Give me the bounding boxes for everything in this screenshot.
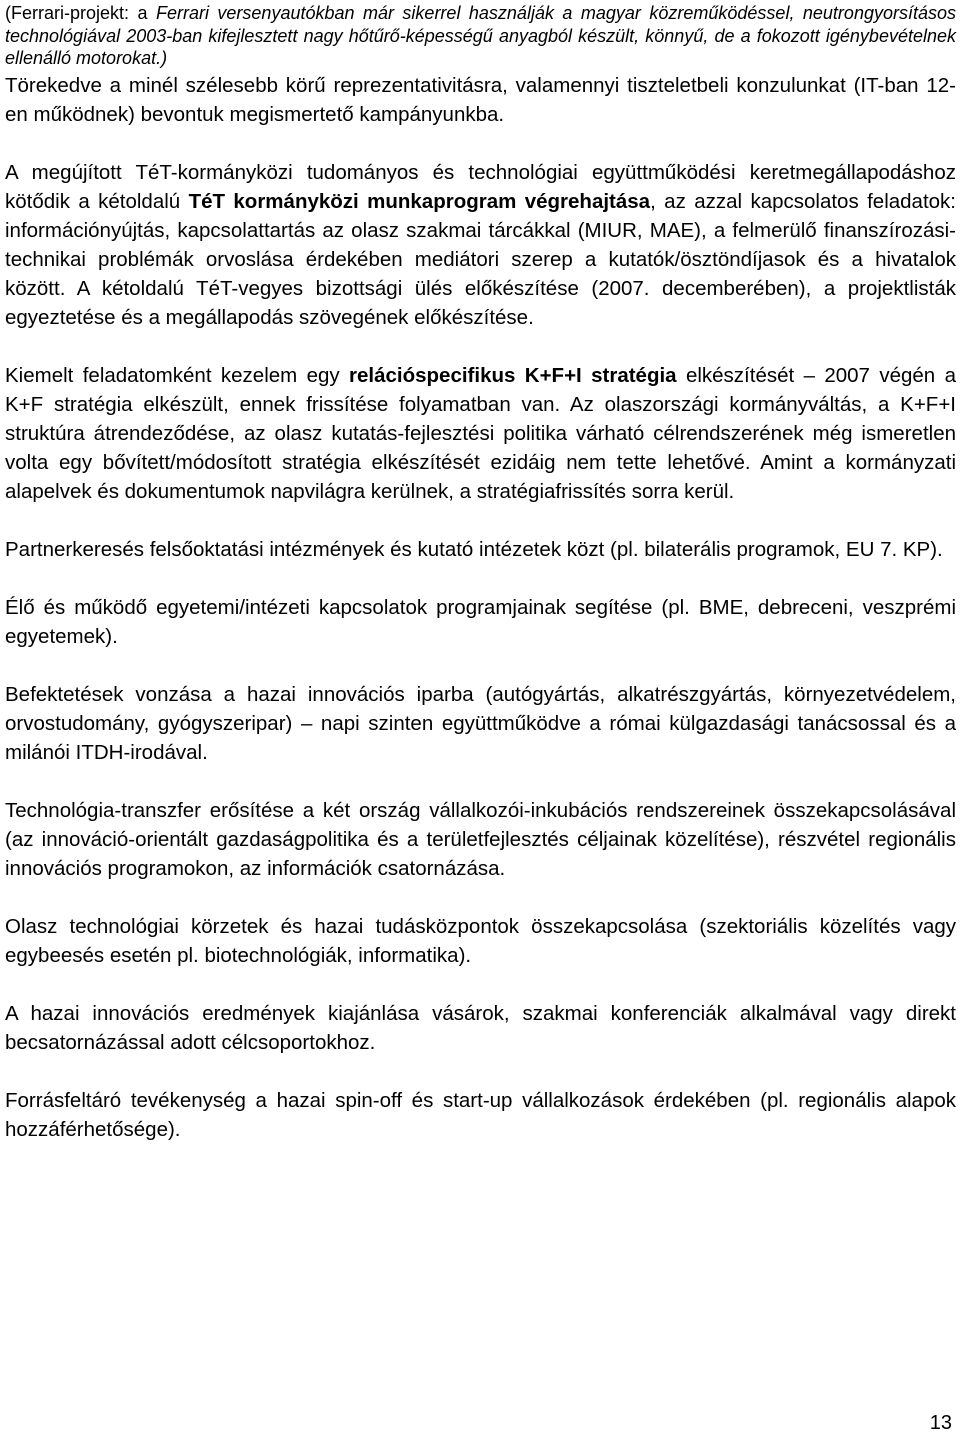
bold-text: relációspecifikus K+F+I stratégia bbox=[349, 363, 677, 387]
page-number: 13 bbox=[929, 1412, 952, 1434]
paragraph-strategy bbox=[5, 361, 956, 506]
paragraph-investments: Befektetések vonzása a hazai innovációs iparba (autógyártás, alkatrészgyártás, környezetvédelem, orvostudomány, gyógyszeripar) – napi szinten együttműködve a római külgazdasági tanácsossal és a milánói ITDH-irodával. bbox=[5, 682, 956, 764]
paragraph-partner-search: Partnerkeresés felsőoktatási intézmények és kutató intézetek közt (pl. bilaterális programok, EU 7. KP). bbox=[5, 537, 943, 561]
paragraph-text: , az azzal kapcsolatos feladatok: információnyújtás, kapcsolattartás az olasz szakmai tárcákkal (MIUR, MAE), a felmerülő finanszírozási-technikai problémák orvoslása érdekében mediátori szerep a kutatók/ösztöndíjasok és a hivatalok között. A kétoldalú TéT-vegyes bizottsági ülés előkészítése (2007. decemberében), a projektlisták egyeztetése és a megállapodás szövegének előkészítése. bbox=[5, 189, 956, 329]
paragraph-text: (Ferrari-projekt: a bbox=[5, 3, 156, 23]
paragraph-innovation-results: A hazai innovációs eredmények kiajánlása vásárok, szakmai konferenciák alkalmával vagy direkt becsatornázással adott célcsoportokhoz. bbox=[5, 1001, 956, 1054]
paragraph-tet-program bbox=[5, 158, 956, 332]
paragraph-ferrari-project bbox=[5, 2, 956, 70]
paragraph-technology-districts: Olasz technológiai körzetek és hazai tudásközpontok összekapcsolása (szektoriális közelítés vagy egybeesés esetén pl. biotechnológiák, informatika). bbox=[5, 914, 956, 967]
bold-text: TéT kormányközi munkaprogram végrehajtása bbox=[188, 189, 651, 213]
paragraph-text: Kiemelt feladatomként kezelem egy bbox=[5, 363, 350, 387]
document-page bbox=[5, 0, 956, 1144]
paragraph-text: elkészítését – 2007 végén a K+F stratégia elkészült, ennek frissítése folyamatban van. Az olaszországi kormányváltás, a K+F+I struktúra átrendeződése, az olasz kutatás-fejlesztési politika várható célrendszerének még ismeretlen volta egy bővített/módosított stratégia elkészítését ezidáig nem tette lehetővé. Amint a kormányzati alapelvek és dokumentumok napvilágra kerülnek, a stratégiafrissítés sorra kerül. bbox=[5, 363, 956, 503]
paragraph-technology-transfer: Technológia-transzfer erősítése a két ország vállalkozói-inkubációs rendszereinek összekapcsolásával (az innováció-orientált gazdaságpolitika és a területfejlesztés céljainak közelítése), részvétel regionális innovációs programokon, az információk csatornázása. bbox=[5, 798, 956, 880]
paragraph-consuls: Törekedve a minél szélesebb körű reprezentativitásra, valamennyi tiszteletbeli konzulunkat (IT-ban 12-en működnek) bevontuk megismertető kampányunkba. bbox=[5, 73, 956, 126]
paragraph-text: ) bbox=[161, 48, 168, 68]
paragraph-text: A megújított TéT-kormányközi tudományos és technológiai együttműködési keretmegállapodáshoz kötődik a kétoldalú bbox=[5, 160, 956, 213]
italic-text: Ferrari versenyautókban már sikerrel használják a magyar közreműködéssel, neutrongyorsításos technológiával 2003-ban kifejlesztett nagy hőtűrő-képességű anyagból készült, könnyű, de a fokozott igénybevételnek ellenálló motorokat. bbox=[5, 3, 956, 68]
paragraph-university-relations: Élő és működő egyetemi/intézeti kapcsolatok programjainak segítése (pl. BME, debreceni, veszprémi egyetemek). bbox=[5, 595, 956, 648]
paragraph-funding-search: Forrásfeltáró tevékenység a hazai spin-off és start-up vállalkozások érdekében (pl. regionális alapok hozzáférhetősége). bbox=[5, 1088, 956, 1141]
